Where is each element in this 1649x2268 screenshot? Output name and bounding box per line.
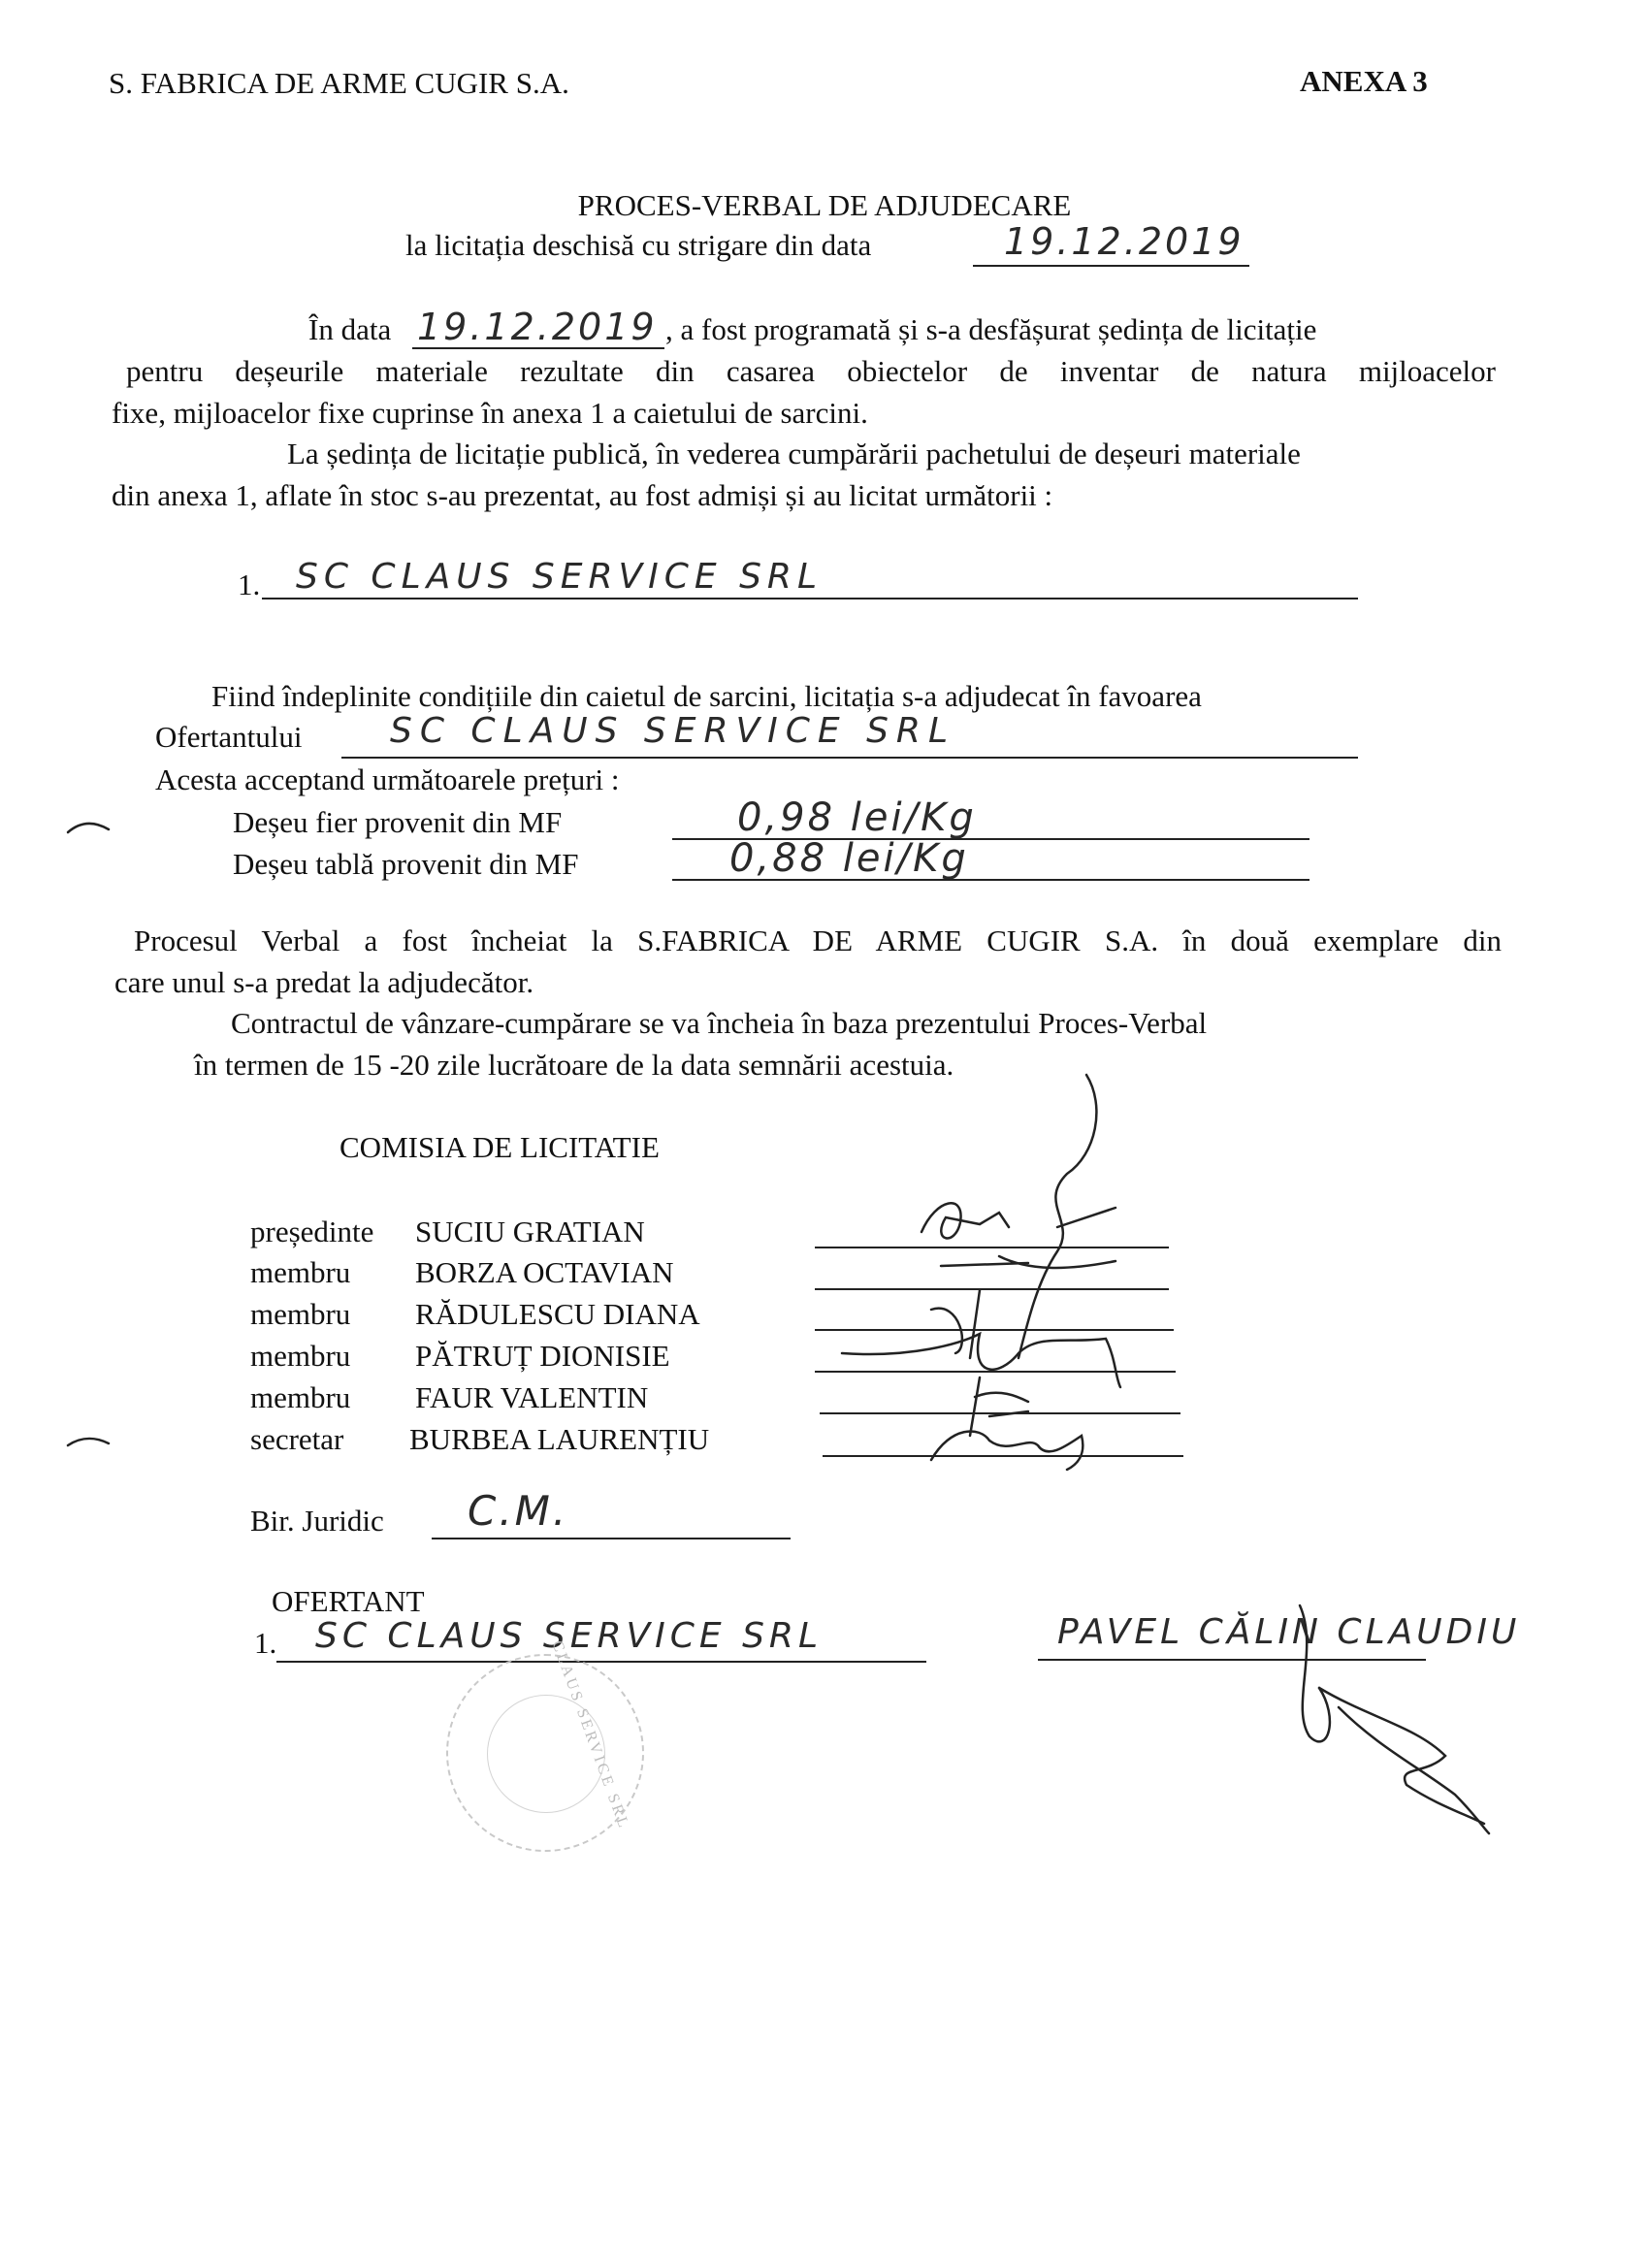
bidder-name-handwritten: SC CLAUS SERVICE SRL bbox=[296, 557, 823, 597]
price-value-iron: 0,98 lei/Kg bbox=[737, 795, 977, 840]
legal-label: Bir. Juridic bbox=[250, 1504, 384, 1538]
ofertant-handwritten: SC CLAUS SERVICE SRL bbox=[390, 711, 955, 751]
ofertant-section-number: 1. bbox=[254, 1626, 277, 1660]
title-date-handwritten: 19.12.2019 bbox=[1004, 220, 1245, 263]
member-role: membru bbox=[250, 1297, 351, 1331]
price-label-iron: Deșeu fier provenit din MF bbox=[233, 805, 563, 839]
ofertant-label: Ofertantului bbox=[155, 720, 303, 754]
price-label-sheet: Deșeu tablă provenit din MF bbox=[233, 847, 579, 881]
closing-line4: în termen de 15 -20 zile lucrătoare de la data semnării acestuia. bbox=[194, 1048, 954, 1082]
award-line1: Fiind îndeplinite condițiile din caietul de sarcini, licitația s-a adjudecat în favoarea bbox=[211, 679, 1202, 713]
commission-title: COMISIA DE LICITATIE bbox=[340, 1130, 660, 1164]
member-name: BURBEA LAURENȚIU bbox=[409, 1422, 710, 1456]
document-title: PROCES-VERBAL DE ADJUDECARE bbox=[577, 188, 1072, 222]
intro-prefix: În data bbox=[308, 312, 392, 346]
ofertant-section-name: SC CLAUS SERVICE SRL bbox=[315, 1616, 823, 1656]
closing-line2: care unul s-a predat la adjudecător. bbox=[114, 965, 534, 999]
member-role: membru bbox=[250, 1339, 351, 1373]
intro-line5: din anexa 1, aflate în stoc s-au prezentat, au fost admiși și au licitat următorii : bbox=[112, 478, 1053, 512]
member-name: RĂDULESCU DIANA bbox=[415, 1297, 700, 1331]
member-name: SUCIU GRATIAN bbox=[415, 1215, 645, 1248]
price-value-sheet: 0,88 lei/Kg bbox=[729, 836, 969, 881]
ofertant-representative: PAVEL CĂLIN CLAUDIU bbox=[1057, 1612, 1521, 1652]
intro-line2: pentru deșeurile materiale rezultate din casarea obiectelor de inventar de natura mijloacelor bbox=[126, 354, 1496, 388]
intro-line4: La ședința de licitație publică, în vederea cumpărării pachetului de deșeuri materiale bbox=[287, 437, 1301, 470]
company-name: S. FABRICA DE ARME CUGIR S.A. bbox=[109, 66, 569, 100]
intro-line1-rest: , a fost programată și s-a desfășurat ședința de licitație bbox=[665, 312, 1317, 346]
title-subtitle: la licitația deschisă cu strigare din data bbox=[405, 228, 872, 262]
ofertant-section-title: OFERTANT bbox=[272, 1584, 425, 1618]
stamp-text: CLAUS SERVICE SRL bbox=[548, 1638, 632, 1832]
member-role: președinte bbox=[250, 1215, 374, 1248]
member-name: PĂTRUȚ DIONISIE bbox=[415, 1339, 670, 1373]
member-name: BORZA OCTAVIAN bbox=[415, 1255, 674, 1289]
prices-intro: Acesta acceptand următoarele prețuri : bbox=[155, 762, 620, 796]
legal-handwritten: C.M. bbox=[468, 1487, 569, 1535]
member-name: FAUR VALENTIN bbox=[415, 1380, 649, 1414]
member-role: membru bbox=[250, 1380, 351, 1414]
bidder-number: 1. bbox=[238, 567, 261, 601]
closing-line3: Contractul de vânzare-cumpărare se va încheia în baza prezentului Proces-Verbal bbox=[231, 1006, 1208, 1040]
intro-date-handwritten: 19.12.2019 bbox=[417, 306, 658, 348]
annex-label: ANEXA 3 bbox=[1300, 64, 1428, 98]
member-role: membru bbox=[250, 1255, 351, 1289]
intro-line3: fixe, mijloacelor fixe cuprinse în anexa 1 a caietului de sarcini. bbox=[112, 396, 868, 430]
member-role: secretar bbox=[250, 1422, 344, 1456]
closing-line1: Procesul Verbal a fost încheiat la S.FABRICA DE ARME CUGIR S.A. în două exemplare din bbox=[134, 923, 1502, 957]
